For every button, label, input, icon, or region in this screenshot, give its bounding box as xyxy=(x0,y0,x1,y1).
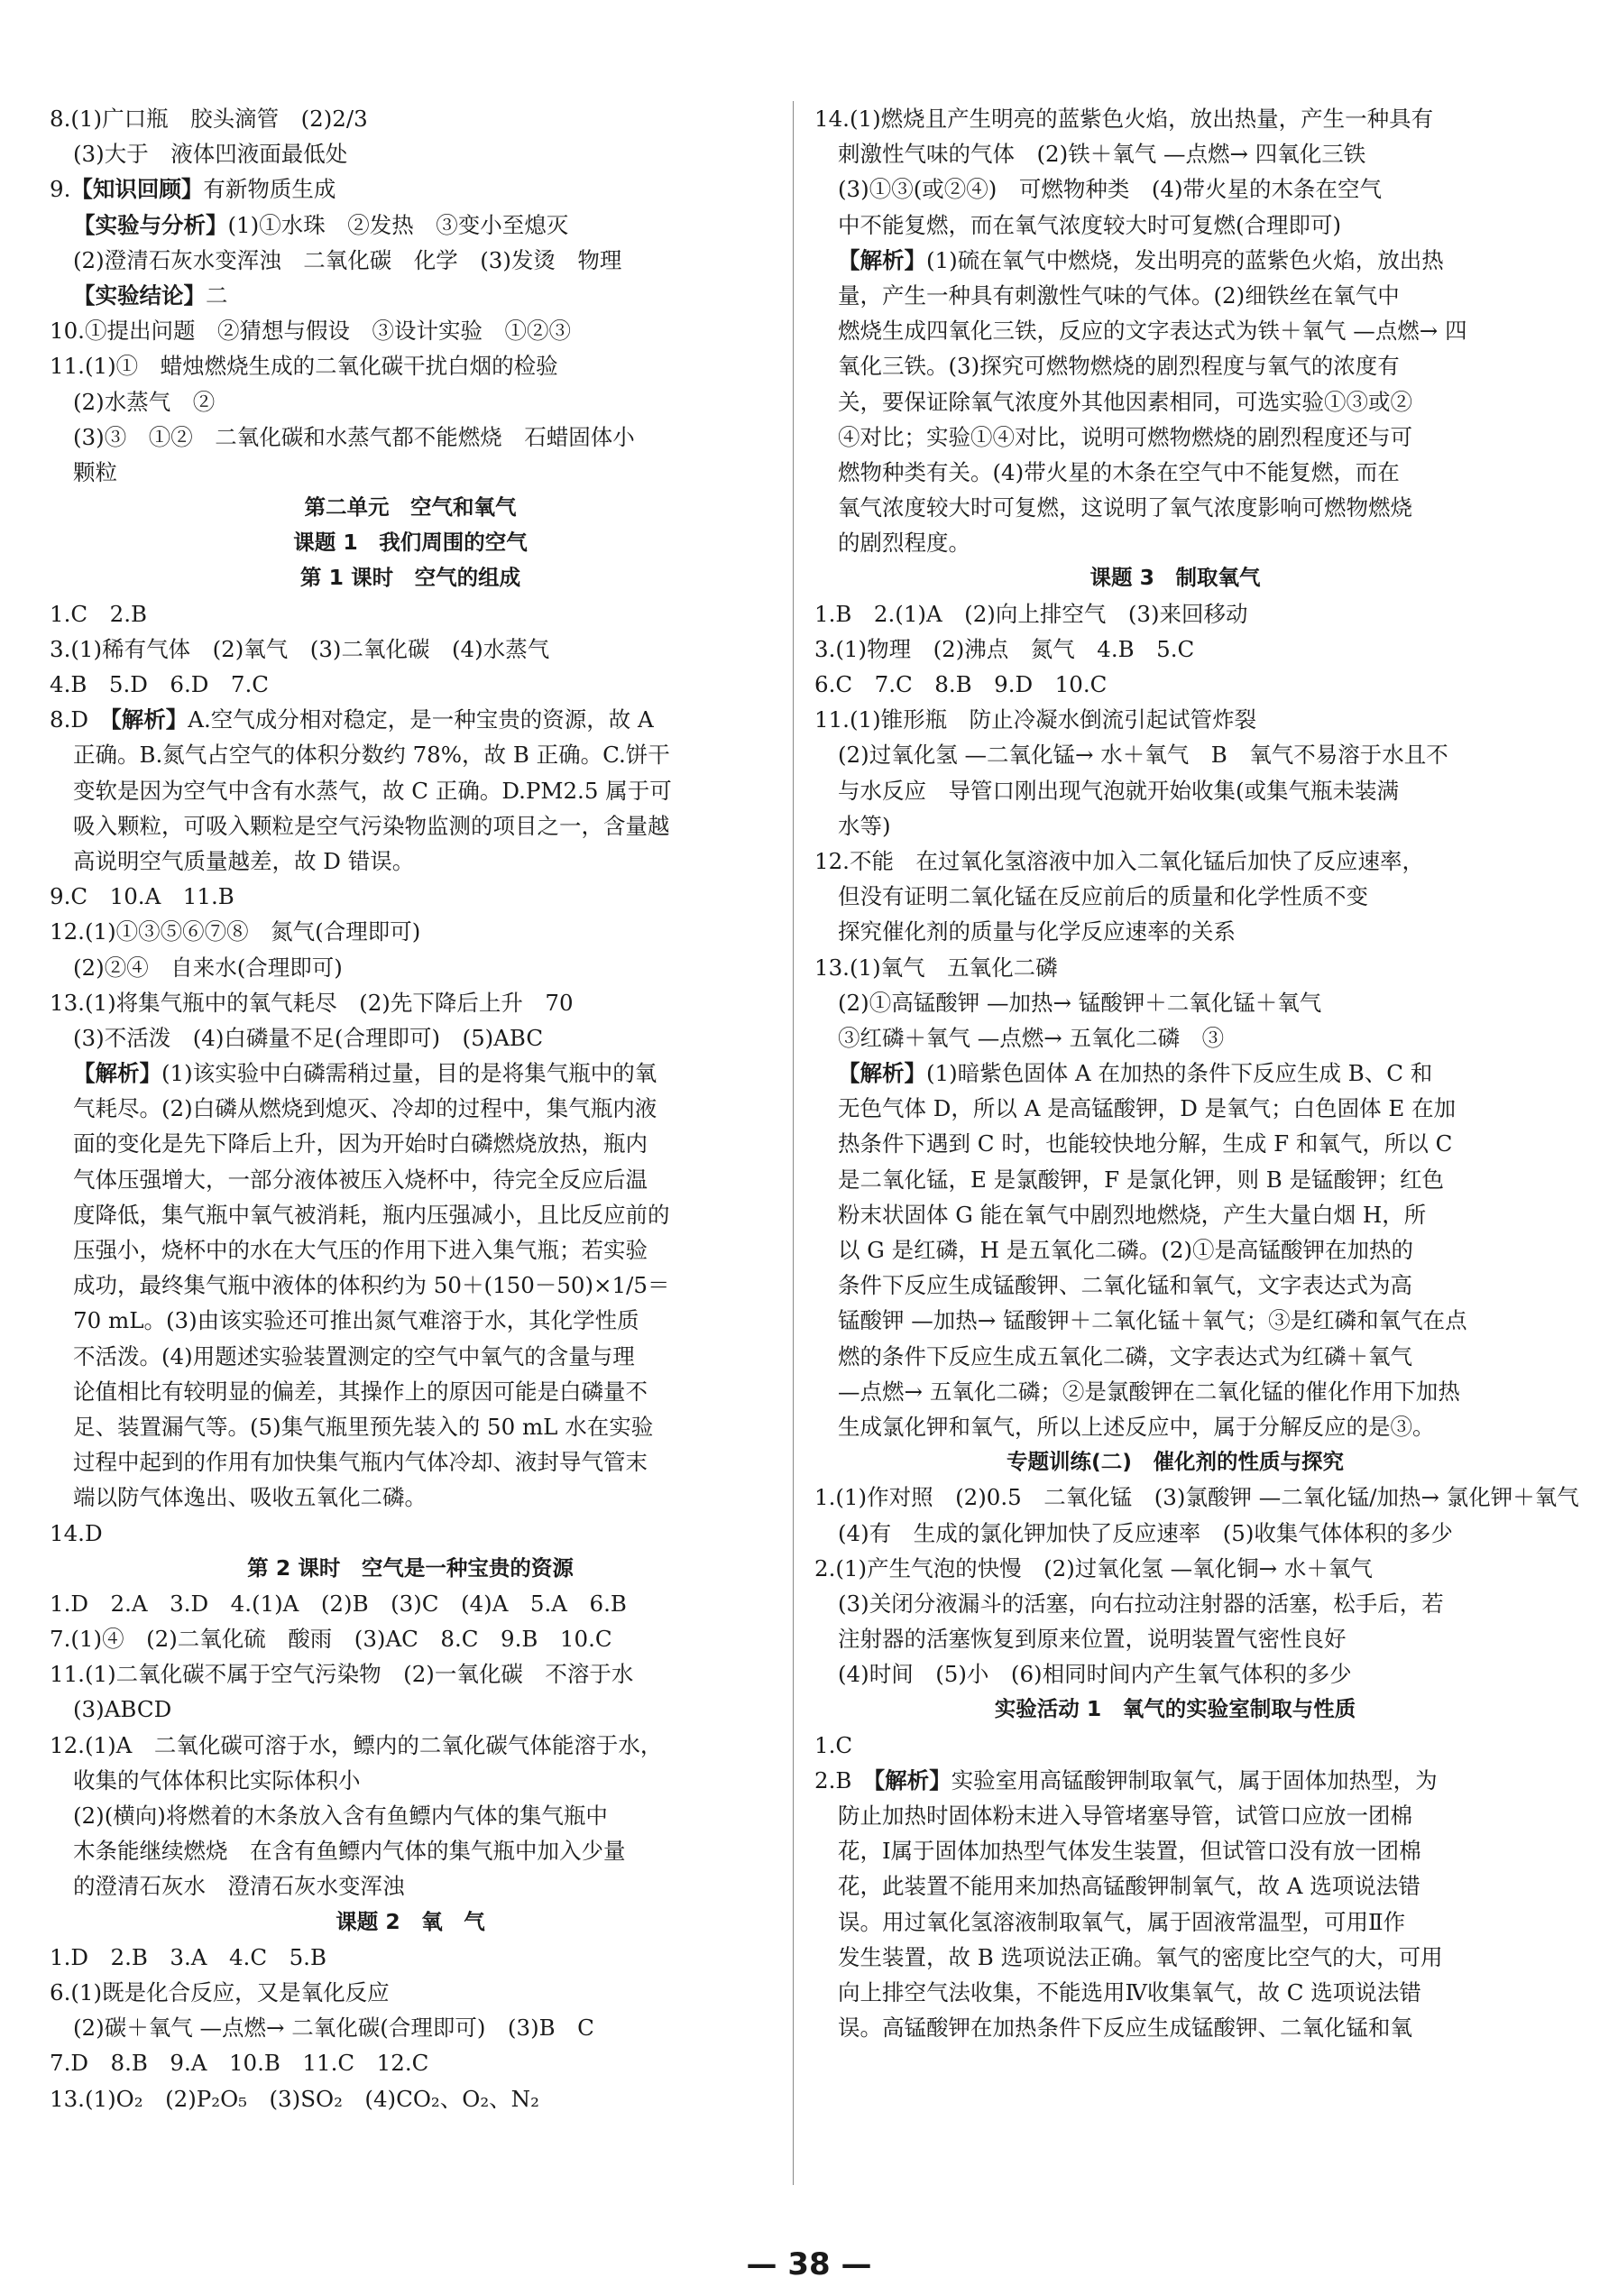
answer-line: 热条件下遇到 C 时，也能较快地分解，生成 F 和氧气，所以 C xyxy=(838,1130,1453,1157)
answer-line: (2)水蒸气 ② xyxy=(73,388,216,415)
answer-line: 燃烧生成四氧化三铁，反应的文字表达式为铁＋氧气 —点燃→ 四 xyxy=(838,318,1467,345)
answer-line: 条件下反应生成锰酸钾、二氧化锰和氧气，文字表达式为高 xyxy=(838,1272,1412,1299)
answer-line: (4)有 生成的氯化钾加快了反应速率 (5)收集气体体积的多少 xyxy=(838,1519,1453,1546)
answer-line: 【解析】(1)暗紫色固体 A 在加热的条件下反应生成 B、C 和 xyxy=(838,1060,1433,1087)
answer-line: (2)碳＋氧气 —点燃→ 二氧化碳(合理即可) (3)B C xyxy=(73,2015,594,2042)
answer-line: 论值相比有较明显的偏差，其操作上的原因可能是白磷量不 xyxy=(73,1378,648,1405)
answer-line: 6.(1)既是化合反应，又是氧化反应 xyxy=(50,1978,390,2006)
answer-line: 水等) xyxy=(838,812,891,839)
answer-line: 3.(1)物理 (2)沸点 氮气 4.B 5.C xyxy=(814,635,1195,662)
answer-line: 不活泼。(4)用题述实验装置测定的空气中氧气的含量与理 xyxy=(73,1342,635,1369)
answer-line: —点燃→ 五氧化二磷；②是氯酸钾在二氧化锰的催化作用下加热 xyxy=(838,1378,1460,1405)
tag-label: 【解析】 xyxy=(73,1060,161,1087)
answer-line: 量，产生一种具有刺激性气味的气体。(2)细铁丝在氧气中 xyxy=(838,281,1400,309)
answer-line: (3)ABCD xyxy=(73,1696,172,1723)
answer-line: 收集的气体体积比实际体积小 xyxy=(73,1766,361,1793)
answer-line: 成功，最终集气瓶中液体的体积约为 50＋(150－50)×1/5＝ xyxy=(73,1272,670,1299)
answer-line: 与水反应 导管口刚出现气泡就开始收集(或集气瓶未装满 xyxy=(838,777,1400,804)
answer-line: 11.(1)① 蜡烛燃烧生成的二氧化碳干扰白烟的检验 xyxy=(50,353,558,380)
answer-line: 的澄清石灰水 澄清石灰水变浑浊 xyxy=(73,1873,405,1900)
answer-line: 1.B 2.(1)A (2)向上排空气 (3)来回移动 xyxy=(814,600,1248,627)
answer-line: 花，Ⅰ属于固体加热型气体发生装置，但试管口没有放一团棉 xyxy=(838,1838,1421,1865)
section-heading: 专题训练(二) 催化剂的性质与探究 xyxy=(1007,1449,1344,1475)
answer-line: (2)①高锰酸钾 —加热→ 锰酸钾＋二氧化锰＋氧气 xyxy=(838,989,1322,1016)
answer-line: 木条能继续燃烧 在含有鱼鳔内气体的集气瓶中加入少量 xyxy=(73,1838,626,1865)
tag-label: 【解析】 xyxy=(838,1060,926,1087)
answer-line: 13.(1)将集气瓶中的氧气耗尽 (2)先下降后上升 70 xyxy=(50,989,574,1016)
column-divider xyxy=(793,101,794,2185)
section-heading: 第 1 课时 空气的组成 xyxy=(299,565,521,591)
answer-line: 生成氯化钾和氧气，所以上述反应中，属于分解反应的是③。 xyxy=(838,1413,1435,1440)
answer-line: 1.D 2.B 3.A 4.C 5.B xyxy=(50,1943,326,1970)
answer-line: 压强小，烧杯中的水在大气压的作用下进入集气瓶；若实验 xyxy=(73,1237,648,1263)
answer-line: 【解析】(1)该实验中白磷需稍过量，目的是将集气瓶中的氧 xyxy=(73,1060,657,1087)
answer-line: 花，此装置不能用来加热高锰酸钾制氧气，故 A 选项说法错 xyxy=(838,1873,1420,1900)
answer-line: 无色气体 D，所以 A 是高锰酸钾，D 是氧气；白色固体 E 在加 xyxy=(838,1095,1457,1122)
tag-label: 【解析】 xyxy=(873,1766,951,1793)
tag-label: 【实验结论】 xyxy=(73,281,206,309)
answer-line: 【实验与分析】(1)①水珠 ②发热 ③变小至熄灭 xyxy=(73,211,569,238)
tag-label: 【解析】 xyxy=(110,706,188,733)
section-heading: 实验活动 1 氧气的实验室制取与性质 xyxy=(994,1696,1356,1722)
right-column xyxy=(814,101,1579,2045)
answer-line: (3)不活泼 (4)白磷量不足(合理即可) (5)ABC xyxy=(73,1024,544,1051)
answer-line: 防止加热时固体粉末进入导管堵塞导管，试管口应放一团棉 xyxy=(838,1803,1412,1829)
answer-line: ③红磷＋氧气 —点燃→ 五氧化二磷 ③ xyxy=(838,1024,1225,1051)
answer-line: 3.(1)稀有气体 (2)氧气 (3)二氧化碳 (4)水蒸气 xyxy=(50,635,550,662)
answer-line: 氧化三铁。(3)探究可燃物燃烧的剧烈程度与氧气的浓度有 xyxy=(838,353,1400,380)
answer-line: 误。用过氧化氢溶液制取氧气，属于固液常温型，可用Ⅱ作 xyxy=(838,1908,1406,1935)
answer-line: 是二氧化锰，E 是氯酸钾，F 是氯化钾，则 B 是锰酸钾；红色 xyxy=(838,1166,1445,1193)
answer-line: 7.(1)④ (2)二氧化硫 酸雨 (3)AC 8.C 9.B 10.C xyxy=(50,1626,612,1653)
answer-line: 1.(1)作对照 (2)0.5 二氧化锰 (3)氯酸钾 —二氧化锰/加热→ 氯化钾＋氧气 xyxy=(814,1484,1579,1511)
answer-line: (3)关闭分液漏斗的活塞，向右拉动注射器的活塞，松手后，若 xyxy=(838,1590,1444,1617)
answer-line: 4.B 5.D 6.D 7.C xyxy=(50,671,270,697)
answer-line: 变软是因为空气中含有水蒸气，故 C 正确。D.PM2.5 属于可 xyxy=(73,777,672,804)
tag-label: 【实验与分析】 xyxy=(73,211,228,238)
answer-line: 高说明空气质量越差，故 D 错误。 xyxy=(73,847,415,874)
page-number: — 38 — xyxy=(746,2246,872,2282)
answer-line: 13.(1)O₂ (2)P₂O₅ (3)SO₂ (4)CO₂、O₂、N₂ xyxy=(50,2085,539,2112)
answer-line: 12.不能 在过氧化氢溶液中加入二氧化锰后加快了反应速率， xyxy=(814,847,1424,874)
answer-line: 过程中起到的作用有加快集气瓶内气体冷却、液封导气管末 xyxy=(73,1449,648,1476)
answer-line: 14.(1)燃烧且产生明亮的蓝紫色火焰，放出热量，产生一种具有 xyxy=(814,106,1434,132)
answer-line: 9.C 10.A 11.B xyxy=(50,883,234,910)
answer-line: (3)大于 液体凹液面最低处 xyxy=(73,141,348,168)
answer-line: (2)澄清石灰水变浑浊 二氧化碳 化学 (3)发烫 物理 xyxy=(73,246,622,273)
answer-line: 1.C xyxy=(814,1731,853,1758)
answer-line: 气体压强增大，一部分液体被压入烧杯中，待完全反应后温 xyxy=(73,1166,648,1193)
tag-label: 【解析】 xyxy=(838,246,926,273)
answer-line: (4)时间 (5)小 (6)相同时间内产生氧气体积的多少 xyxy=(838,1661,1352,1688)
answer-line: 【实验结论】二 xyxy=(73,281,228,309)
answer-line: 注射器的活塞恢复到原来位置，说明装置气密性良好 xyxy=(838,1626,1347,1653)
answer-line: 探究催化剂的质量与化学反应速率的关系 xyxy=(838,918,1236,945)
answer-line: 吸入颗粒，可吸入颗粒是空气污染物监测的项目之一，含量越 xyxy=(73,812,670,839)
answer-line: 以 G 是红磷，H 是五氧化二磷。(2)①是高锰酸钾在加热的 xyxy=(838,1237,1414,1263)
answer-line: 端以防气体逸出、吸收五氧化二磷。 xyxy=(73,1484,427,1511)
answer-line: 的剧烈程度。 xyxy=(838,530,970,557)
answer-line: 1.C 2.B xyxy=(50,600,148,627)
answer-line: 关，要保证除氧气浓度外其他因素相同，可选实验①③或② xyxy=(838,388,1412,415)
answer-line: 2.B 【解析】实验室用高锰酸钾制取氧气，属于固体加热型，为 xyxy=(814,1766,1438,1793)
answer-line: 【解析】(1)硫在氧气中燃烧，发出明亮的蓝紫色火焰，放出热 xyxy=(838,246,1444,273)
answer-line: 但没有证明二氧化锰在反应前后的质量和化学性质不变 xyxy=(838,883,1368,910)
answer-line: 气耗尽。(2)白磷从燃烧到熄灭、冷却的过程中，集气瓶内液 xyxy=(73,1095,657,1122)
section-heading: 课题 3 制取氧气 xyxy=(1089,565,1261,591)
answer-line: 颗粒 xyxy=(73,458,117,485)
answer-line: 7.D 8.B 9.A 10.B 11.C 12.C xyxy=(50,2050,429,2077)
answer-line: 14.D xyxy=(50,1519,103,1546)
tag-label: 【知识回顾】 xyxy=(70,176,204,203)
answer-line: 粉末状固体 G 能在氧气中剧烈地燃烧，产生大量白烟 H，所 xyxy=(838,1201,1427,1228)
section-heading: 第 2 课时 空气是一种宝贵的资源 xyxy=(247,1554,574,1581)
answer-line: 足、装置漏气等。(5)集气瓶里预先装入的 50 mL 水在实验 xyxy=(73,1413,654,1440)
answer-line: 度降低，集气瓶中氧气被消耗，瓶内压强减小，且比反应前的 xyxy=(73,1201,670,1228)
left-column xyxy=(50,101,771,2116)
answer-line: 9.【知识回顾】有新物质生成 xyxy=(50,176,336,203)
answer-line: 锰酸钾 —加热→ 锰酸钾＋二氧化锰＋氧气；③是红磷和氧气在点 xyxy=(838,1307,1467,1334)
section-heading: 第二单元 空气和氧气 xyxy=(304,494,517,521)
answer-line: 12.(1)A 二氧化碳可溶于水，鳔内的二氧化碳气体能溶于水， xyxy=(50,1731,663,1758)
answer-line: 8.D 【解析】A.空气成分相对稳定，是一种宝贵的资源，故 A xyxy=(50,706,654,733)
answer-line: (3)①③(或②④) 可燃物种类 (4)带火星的木条在空气 xyxy=(838,176,1383,203)
answer-line: 燃物种类有关。(4)带火星的木条在空气中不能复燃，而在 xyxy=(838,458,1400,485)
answer-line: 10.①提出问题 ②猜想与假设 ③设计实验 ①②③ xyxy=(50,318,571,345)
answer-line: 13.(1)氧气 五氧化二磷 xyxy=(814,954,1058,981)
answer-line: 中不能复燃，而在氧气浓度较大时可复燃(合理即可) xyxy=(838,211,1342,238)
answer-line: 2.(1)产生气泡的快慢 (2)过氧化氢 —氧化铜→ 水＋氧气 xyxy=(814,1554,1373,1581)
answer-line: (2)过氧化氢 —二氧化锰→ 水＋氧气 B 氧气不易溶于水且不 xyxy=(838,742,1448,769)
answer-line: 面的变化是先下降后上升，因为开始时白磷燃烧放热，瓶内 xyxy=(73,1130,648,1157)
answer-line: 误。高锰酸钾在加热条件下反应生成锰酸钾、二氧化锰和氧 xyxy=(838,2015,1412,2042)
answer-line: 8.(1)广口瓶 胶头滴管 (2)2/3 xyxy=(50,106,368,132)
section-heading: 课题 1 我们周围的空气 xyxy=(293,530,528,556)
answer-line: (2)(横向)将燃着的木条放入含有鱼鳔内气体的集气瓶中 xyxy=(73,1803,608,1829)
answer-line: 6.C 7.C 8.B 9.D 10.C xyxy=(814,671,1108,697)
answer-line: 向上排空气法收集，不能选用Ⅳ收集氧气，故 C 选项说法错 xyxy=(838,1978,1421,2006)
answer-line: 燃的条件下反应生成五氧化二磷，文字表达式为红磷＋氧气 xyxy=(838,1342,1412,1369)
answer-line: ④对比；实验①④对比，说明可燃物燃烧的剧烈程度还与可 xyxy=(838,423,1412,450)
answer-line: 12.(1)①③⑤⑥⑦⑧ 氮气(合理即可) xyxy=(50,918,421,945)
answer-line: 1.D 2.A 3.D 4.(1)A (2)B (3)C (4)A 5.A 6.B xyxy=(50,1590,627,1617)
answer-line: 发生装置，故 B 选项说法正确。氧气的密度比空气的大，可用 xyxy=(838,1943,1443,1970)
answer-line: 氧气浓度较大时可复燃，这说明了氧气浓度影响可燃物燃烧 xyxy=(838,494,1412,521)
answer-line: 刺激性气味的气体 (2)铁＋氧气 —点燃→ 四氧化三铁 xyxy=(838,141,1366,168)
answer-line: (2)②④ 自来水(合理即可) xyxy=(73,954,343,981)
answer-line: (3)③ ①② 二氧化碳和水蒸气都不能燃烧 石蜡固体小 xyxy=(73,423,635,450)
answer-line: 11.(1)锥形瓶 防止冷凝水倒流引起试管炸裂 xyxy=(814,706,1257,733)
answer-line: 正确。B.氮气占空气的体积分数约 78%，故 B 正确。C.饼干 xyxy=(73,742,670,769)
section-heading: 课题 2 氧 气 xyxy=(336,1908,485,1934)
answer-line: 70 mL。(3)由该实验还可推出氮气难溶于水，其化学性质 xyxy=(73,1307,639,1334)
answer-line: 11.(1)二氧化碳不属于空气污染物 (2)一氧化碳 不溶于水 xyxy=(50,1661,634,1688)
